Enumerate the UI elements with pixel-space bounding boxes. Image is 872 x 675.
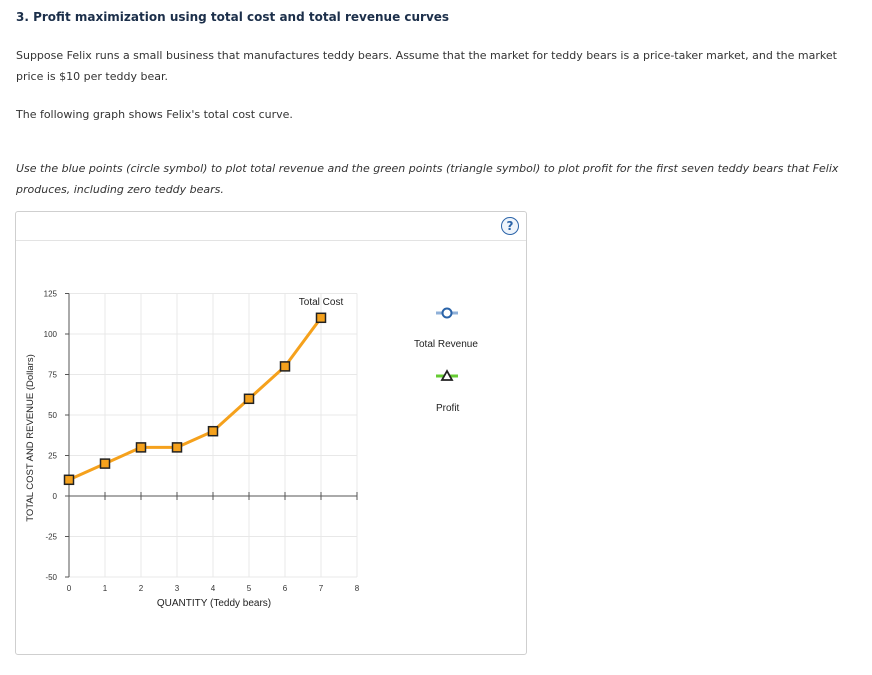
x-tick-label: 8 [354, 584, 360, 593]
y-tick-label: 125 [43, 289, 57, 299]
y-tick-label: 25 [48, 451, 57, 461]
total-cost-point[interactable] [245, 394, 254, 403]
graph-note: The following graph shows Felix's total cost curve. [16, 108, 293, 121]
y-tick-label: 50 [48, 411, 57, 420]
y-tick-label: -50 [45, 573, 57, 582]
chart-series [65, 297, 344, 485]
y-tick-label: -25 [45, 532, 57, 542]
total-cost-point[interactable] [101, 459, 110, 468]
question-intro: Suppose Felix runs a small business that manufactures teddy bears. Assume that the market for teddy bears is a price-taker market, and the market price is $10 per teddy bear. [16, 49, 837, 83]
help-icon[interactable]: ? [501, 217, 519, 235]
x-tick-label: 7 [318, 584, 324, 593]
x-tick-label: 3 [174, 584, 180, 593]
total-cost-point[interactable] [173, 443, 182, 452]
y-tick-label: 0 [52, 492, 57, 501]
x-tick-label: 4 [210, 584, 216, 593]
x-tick-label: 6 [282, 584, 288, 593]
x-axis-label: QUANTITY (Teddy bears) [156, 598, 272, 609]
chart-tick-labels [44, 290, 360, 594]
total-cost-label: Total Cost [298, 296, 344, 308]
total-revenue-circle-icon[interactable] [443, 309, 452, 318]
x-tick-label: 0 [66, 584, 72, 593]
question-title: 3. Profit maximization using total cost and total revenue curves [16, 10, 450, 24]
total-cost-point[interactable] [137, 443, 146, 452]
total-cost-point[interactable] [65, 475, 74, 484]
total-cost-point[interactable] [317, 313, 326, 322]
profit-triangle-icon[interactable] [442, 371, 452, 380]
x-tick-label: 2 [138, 584, 144, 593]
legend-label-total-revenue: Total Revenue [414, 339, 478, 350]
legend-label-profit: Profit [436, 403, 460, 414]
y-axis-label: TOTAL COST AND REVENUE (Dollars) [25, 354, 36, 522]
total-cost-point[interactable] [281, 362, 290, 371]
y-tick-label: 75 [48, 370, 57, 380]
instruction-text: Use the blue points (circle symbol) to plot total revenue and the green points (triangle symbol) to plot profit for the first seven teddy bears that Felix produces, including zero teddy bears. [16, 162, 839, 196]
y-tick-label: 100 [43, 330, 57, 339]
x-tick-label: 1 [102, 584, 108, 593]
x-tick-label: 5 [246, 584, 252, 593]
total-cost-point[interactable] [209, 427, 218, 436]
